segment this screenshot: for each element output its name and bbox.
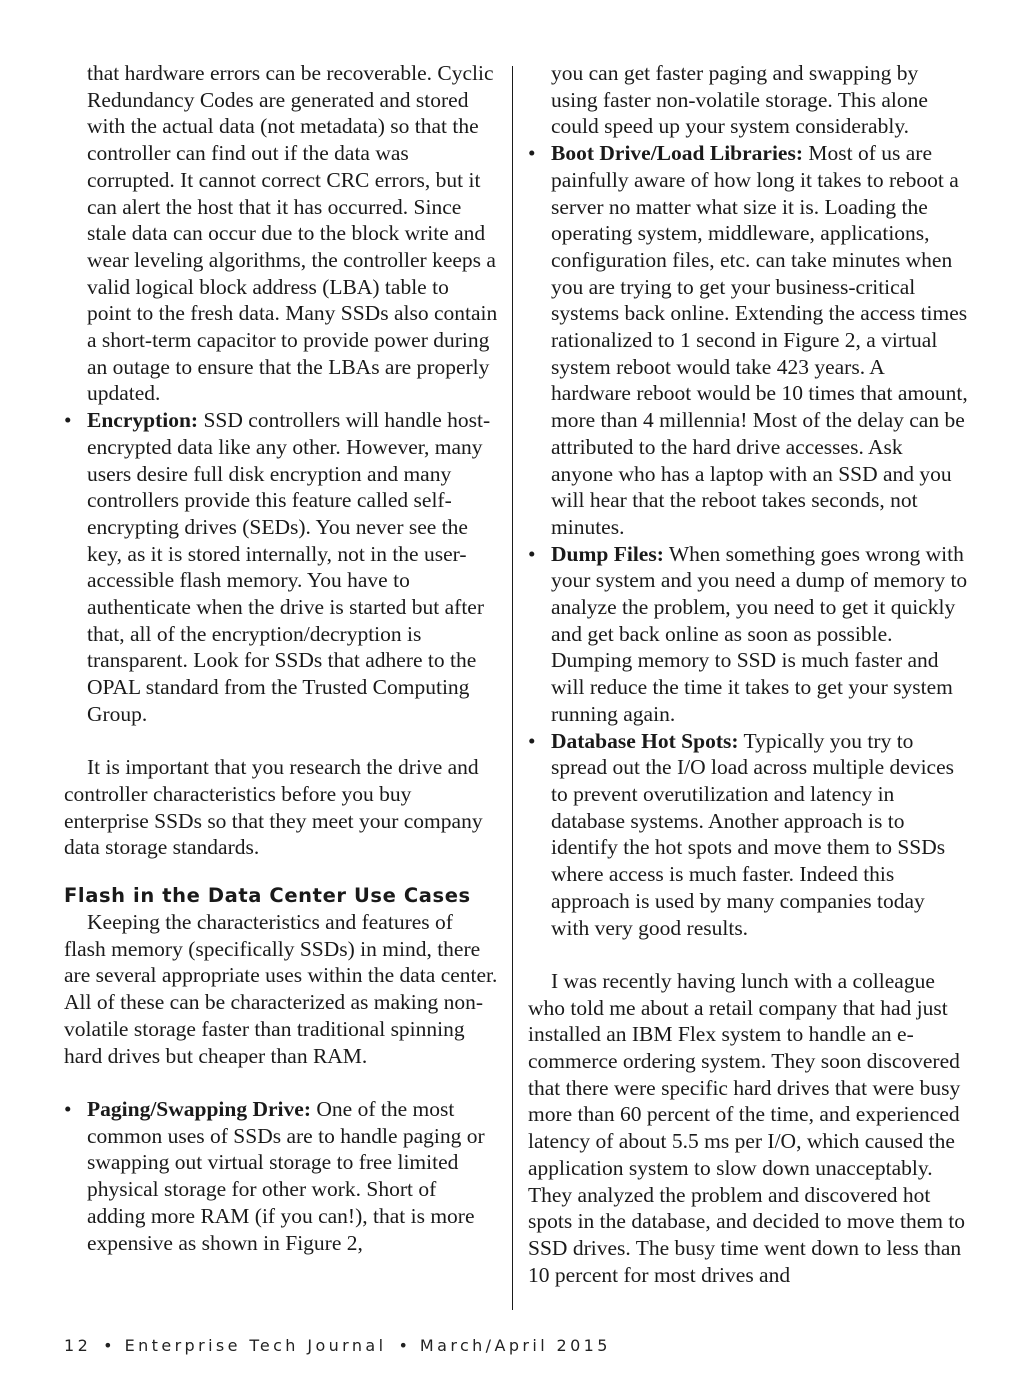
- bullet-list: [528, 140, 968, 941]
- bullet-term: Encryption:: [87, 408, 199, 433]
- separator-dot: •: [398, 1336, 408, 1355]
- paragraph-lunch: I was recently having lunch with a colleague who told me about a retail company that had just installed an IBM Flex system to handle an e-commerce ordering system. They soon discovered that there were specific hard drives that were busy more than 60 percent of the time, and experienced latency of about 5.5 ms per I/O, which caused the application system to slow down unacceptably. They analyzed the problem and discovered hot spots in the database, and decided to move them to SSD drives. The busy time went down to less than 10 percent for most drives and: [528, 968, 966, 1287]
- bullet-text: One of the most common uses of SSDs are to handle paging or swapping out virtual storage to free limited physical storage for other work. Short of adding more RAM (if you can!), that is more expensive as shown in Figure 2,: [87, 1096, 485, 1255]
- paragraph-research: It is important that you research the drive and controller characteristics before you buy enterprise SSDs so that they meet your company data storage standards.: [64, 755, 483, 860]
- issue-date: March/April 2015: [419, 1336, 611, 1355]
- page-number: 12: [64, 1336, 92, 1355]
- separator-dot: •: [103, 1336, 113, 1355]
- bullet-term: Dump Files:: [551, 541, 664, 566]
- bullet-text: Most of us are painfully aware of how long it takes to reboot a server no matter what size it is. Loading the operating system, middleware, applications, configuration files, etc. can take minutes when you are trying to get your business-critical systems back online. Extending the access times rationalized to 1 second in Figure 2, a virtual system reboot would take 423 years. A hardware reboot would be 10 times that amount, more than 4 millennia! Most of the delay can be attributed to the hard drive accesses. Ask anyone who has a laptop with an SSD and you will hear that the reboot takes seconds, not minutes.: [551, 141, 968, 539]
- section-heading: Flash in the Data Center Use Cases: [64, 884, 471, 908]
- page-footer: [64, 1336, 611, 1355]
- publication-name: Enterprise Tech Journal: [124, 1336, 387, 1355]
- bullet-boot: [528, 140, 968, 541]
- continuation-paragraph: you can get faster paging and swapping by using faster non-volatile storage. This alone could speed up your system considerably.: [551, 61, 928, 139]
- bullet-database: [528, 728, 968, 942]
- bullet-dump: [528, 541, 968, 728]
- right-column: [528, 60, 968, 1288]
- bullet-list: [64, 407, 498, 727]
- bullet-term: Paging/Swapping Drive:: [87, 1096, 311, 1121]
- bullet-list: [64, 1096, 498, 1256]
- bullet-text: SSD controllers will handle host-encrypted data like any other. However, many users desire full disk encryption and many controllers provide this feature called self-encrypting drives (SEDs). You never see the key, as it is stored internally, not in the user-accessible flash memory. You have to authenticate when the drive is started but after that, all of the encryption/decryption is transparent. Look for SSDs that adhere to the OPAL standard from the Trusted Computing Group.: [87, 408, 491, 726]
- bullet-term: Database Hot Spots:: [551, 728, 739, 753]
- paragraph-intro: Keeping the characteristics and features of flash memory (specifically SSDs) in mind, there are several appropriate uses within the data center. All of these can be characterized as making non-volatile storage faster than traditional spinning hard drives but cheaper than RAM.: [64, 910, 498, 1068]
- continuation-paragraph: that hardware errors can be recoverable. Cyclic Redundancy Codes are generated and stored with the actual data (not metadata) so that the controller can find out if the data was corrupted. It cannot correct CRC errors, but it can alert the host that it has occurred. Since stale data can occur due to the block write and wear leveling algorithms, the controller keeps a valid logical block address (LBA) table to point to the fresh data. Many SSDs also contain a short-term capacitor to provide power during an outage to ensure that the LBAs are properly updated.: [87, 61, 498, 406]
- column-divider: [512, 66, 513, 1310]
- bullet-text: Typically you try to spread out the I/O load across multiple devices to prevent overutilization and latency in database systems. Another approach is to identify the hot spots and move them to SSDs where access is much faster. Indeed this approach is used by many companies today with very good results.: [551, 728, 955, 940]
- bullet-paging: [64, 1096, 498, 1256]
- bullet-term: Boot Drive/Load Libraries:: [551, 141, 804, 166]
- bullet-text: When something goes wrong with your system and you need a dump of memory to analyze the problem, you need to get it quickly and get back online as soon as possible. Dumping memory to SSD is much faster and will reduce the time it takes to get your system running again.: [551, 541, 968, 726]
- left-column: [64, 60, 498, 1256]
- bullet-encryption: [64, 407, 498, 727]
